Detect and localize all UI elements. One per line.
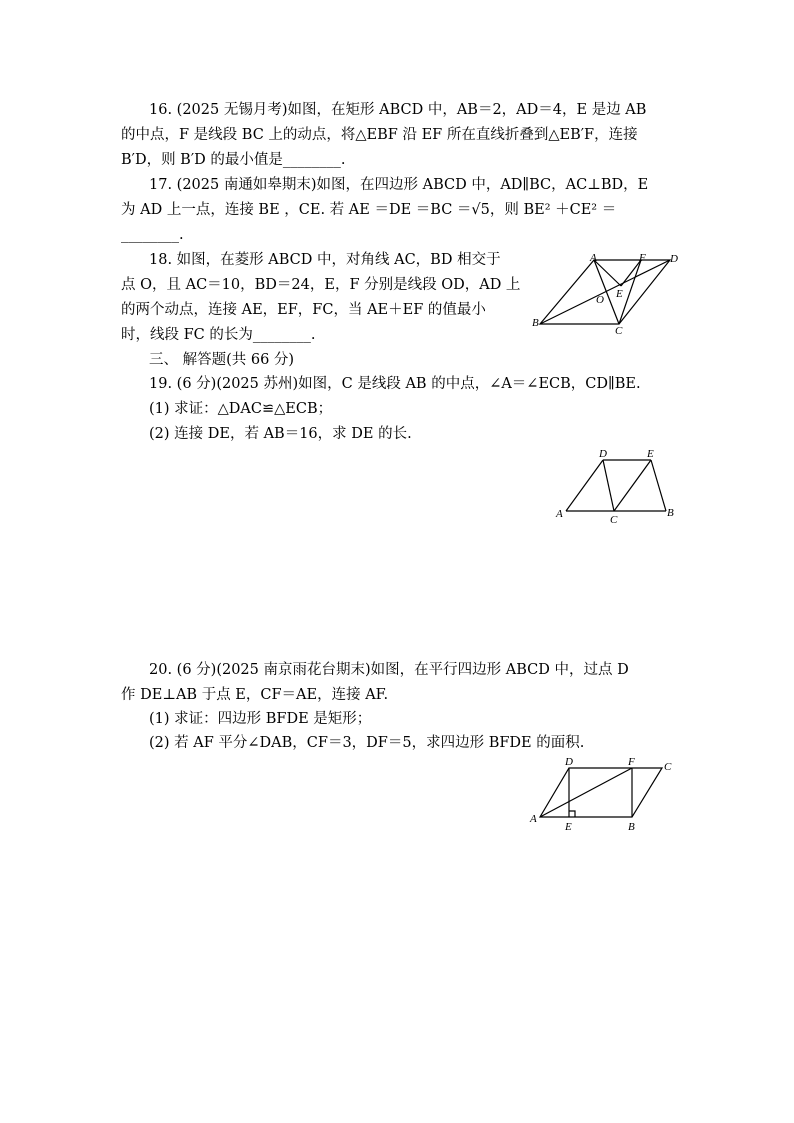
q18-line3: 的两个动点，连接 AE，EF，FC，当 AE＋EF 的值最小 (121, 302, 486, 318)
q20-label-c: C (664, 761, 672, 773)
q18-label-b: B (532, 317, 539, 329)
q16-line2: 的中点，F 是线段 BC 上的动点，将△EBF 沿 EF 所在直线折叠到△EB′F，连接 (121, 127, 638, 143)
q19-label-b: B (667, 507, 674, 519)
q19-label-c: C (610, 514, 618, 526)
q18-line1: 18. 如图，在菱形 ABCD 中，对角线 AC，BD 相交于 (149, 252, 501, 268)
q16-line3: B′D，则 B′D 的最小值是________. (121, 152, 346, 168)
q18-line4: 时，线段 FC 的长为________. (121, 327, 316, 343)
q18-label-e: E (616, 288, 623, 300)
q20-figure (526, 754, 686, 834)
q18-label-c: C (615, 325, 623, 336)
q20-label-d: D (565, 756, 573, 768)
section-title: 三、 解答题(共 66 分) (149, 352, 295, 368)
q17-line1: 17. (2025 南通如皋期末)如图，在四边形 ABCD 中，AD∥BC，AC⊥BD，E (149, 177, 649, 193)
q20-label-f: F (628, 756, 635, 768)
q18-label-o: O (596, 294, 604, 306)
q19-line2: (1) 求证：△DAC≌△ECB； (149, 401, 333, 417)
q18-label-a: A (590, 252, 597, 264)
q18-label-f: F (639, 252, 646, 264)
q18-rhombus-figure (528, 252, 688, 336)
q17-line3: ________. (121, 227, 184, 243)
q20-line4: (2) 若 AF 平分∠DAB，CF＝3，DF＝5，求四边形 BFDE 的面积. (149, 735, 585, 751)
q17-line2: 为 AD 上一点，连接 BE ，CE. 若 AE ＝DE ＝BC ＝√5，则 BE² ＋CE² ＝ (121, 202, 617, 218)
q18-label-d: D (670, 253, 678, 265)
q20-line1: 20. (6 分)(2025 南京雨花台期末)如图，在平行四边形 ABCD 中，过点 D (149, 662, 629, 678)
q19-line3: (2) 连接 DE，若 AB＝16，求 DE 的长. (149, 426, 412, 442)
q19-figure (550, 446, 680, 526)
q16-line1: 16. (2025 无锡月考)如图，在矩形 ABCD 中，AB＝2，AD＝4，E 是边 AB (149, 102, 647, 118)
q19-label-d: D (599, 448, 607, 460)
q20-line2: 作 DE⊥AB 于点 E，CF＝AE，连接 AF. (121, 687, 389, 703)
q18-line2: 点 O，且 AC＝10，BD＝24，E，F 分别是线段 OD，AD 上 (121, 277, 521, 293)
q19-label-e: E (647, 448, 654, 460)
q20-line3: (1) 求证：四边形 BFDE 是矩形； (149, 711, 372, 727)
q20-label-b: B (628, 821, 635, 833)
q20-label-a: A (530, 813, 537, 825)
q20-label-e: E (565, 821, 572, 833)
q19-line1: 19. (6 分)(2025 苏州)如图，C 是线段 AB 的中点，∠A＝∠ECB，CD∥BE. (149, 376, 641, 392)
q19-label-a: A (556, 508, 563, 520)
